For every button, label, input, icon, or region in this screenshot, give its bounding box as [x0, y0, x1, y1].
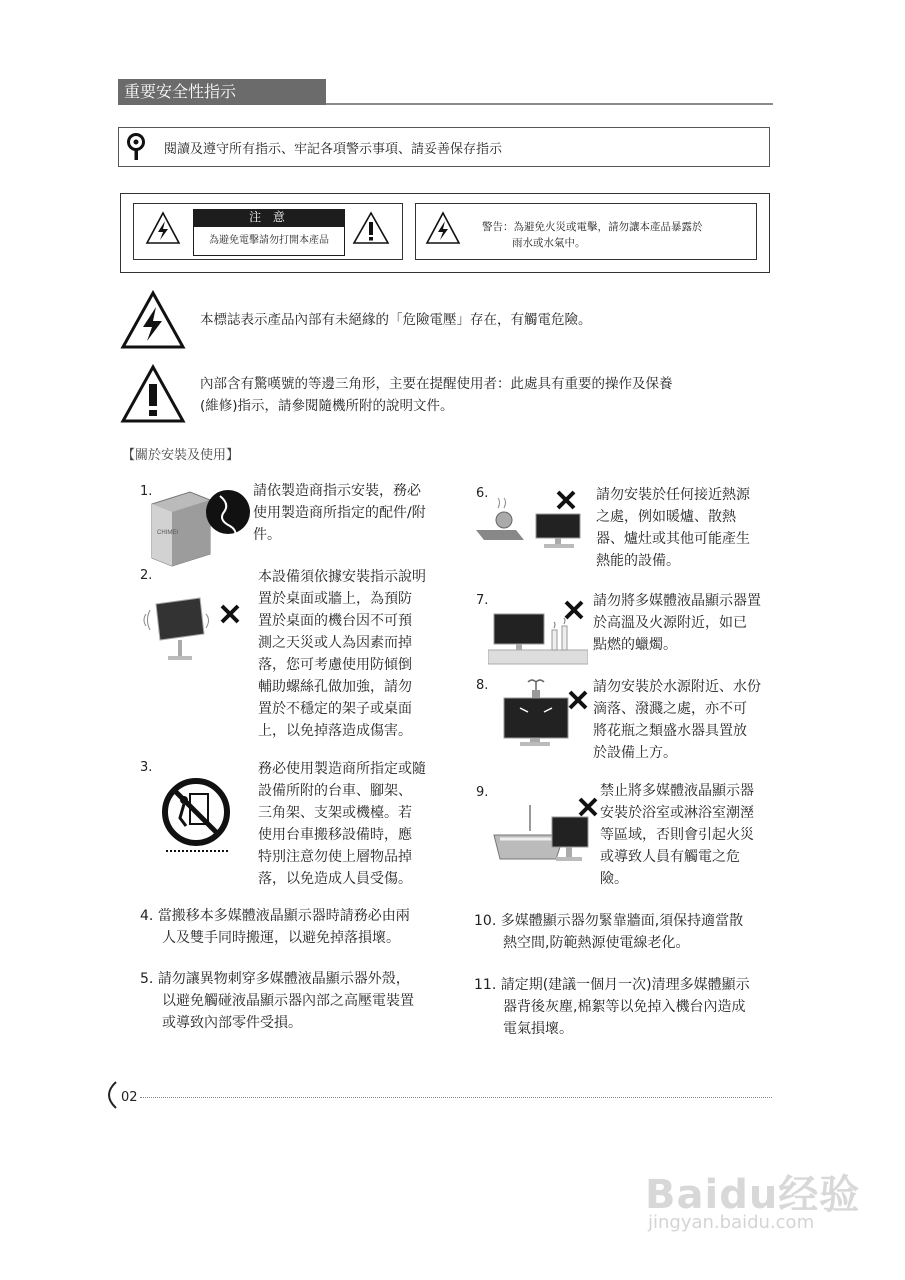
- section-title: 【關於安裝及使用】: [122, 448, 240, 463]
- vase-tv-illustration: [500, 678, 592, 750]
- item-number: 9.: [476, 785, 489, 800]
- warning-text: 警告：為避免火災或電擊，請勿讓本產品暴露於 雨水或水氣中。: [482, 221, 703, 249]
- cart-warning-icon: [160, 776, 236, 856]
- footer-rule: [140, 1097, 772, 1098]
- lightning-triangle-icon: [120, 290, 186, 350]
- caution-title: 注 意: [193, 209, 345, 226]
- item-9-text: 禁止將多媒體液晶顯示器 安裝於浴室或淋浴室潮溼 等區域，否則會引起火災 或導致人員有觸電之危 險。: [600, 783, 754, 887]
- watermark-logo: Baidu经验: [645, 1172, 861, 1218]
- item-number: 6.: [476, 486, 489, 501]
- item-number: 8.: [476, 678, 489, 693]
- lightning-triangle-icon: [145, 211, 181, 245]
- symbol-desc-voltage: 本標誌表示產品內部有未絕緣的「危險電壓」存在，有觸電危險。: [200, 312, 592, 328]
- candle-tv-illustration: [488, 600, 588, 666]
- note-text: 閱讀及遵守所有指示、牢記各項警示事項、請妥善保存指示: [164, 142, 503, 157]
- box-cable-illustration: [150, 486, 250, 568]
- watermark-url: jingyan.baidu.com: [648, 1212, 815, 1233]
- item-5-text: 5. 請勿讓異物刺穿多媒體液晶顯示器外殼， 以避免觸碰液晶顯示器內部之高壓電裝置 或導致內部零件受損。: [140, 971, 414, 1031]
- item-2-text: 本設備須依據安裝指示說明 置於桌面或牆上，為預防 置於桌面的機台因不可預 測之天災或人為因素而掉 落，您可考慮使用防傾倒 輔助螺絲孔做加強，請勿 置於不穩定的架子或桌面 上，以免掉落造成傷害。: [258, 569, 426, 739]
- heater-tv-illustration: [472, 488, 588, 554]
- bathroom-tv-illustration: [490, 795, 602, 869]
- item-number: 1.: [140, 484, 153, 499]
- exclamation-triangle-icon: [120, 364, 186, 424]
- item-8-text: 請勿安裝於水源附近、水份 滴落、潑濺之處，亦不可 將花瓶之類盛水器具置放 於設備上方。: [593, 679, 761, 761]
- item-number: 2.: [140, 568, 153, 583]
- item-number: 3.: [140, 760, 153, 775]
- magnifier-icon: [125, 132, 147, 162]
- page-title: 重要安全性指示: [118, 79, 326, 105]
- item-7-text: 請勿將多媒體液晶顯示器置 於高溫及火源附近，如已 點燃的蠟燭。: [593, 593, 761, 653]
- item-11-text: 11. 請定期(建議一個月一次)清理多媒體顯示 器背後灰塵,棉絮等以免掉入機台內造成 電氣損壞。: [474, 977, 750, 1037]
- item-10-text: 10. 多媒體顯示器勿緊靠牆面,須保持適當散 熱空間,防範熱源使電線老化。: [474, 913, 744, 951]
- item-1-text: 請依製造商指示安裝，務必 使用製造商所指定的配件/附 件。: [253, 483, 426, 543]
- svg-text:CHIMEI: CHIMEI: [157, 530, 178, 536]
- page-bracket: [100, 1080, 120, 1110]
- falling-tv-illustration: [142, 594, 246, 664]
- header-rule: [326, 103, 773, 105]
- item-number: 7.: [476, 593, 489, 608]
- exclamation-triangle-icon: [352, 211, 390, 245]
- item-4-text: 4. 當搬移本多媒體液晶顯示器時請務必由兩 人及雙手同時搬運，以避免掉落損壞。: [140, 908, 410, 946]
- caution-body: 為避免電擊請勿打開本產品: [193, 226, 345, 256]
- lightning-triangle-icon: [425, 211, 461, 245]
- item-3-text: 務必使用製造商所指定或隨 設備所附的台車、腳架、 三角架、支架或機檯。若 使用台車搬移設備時，應 特別注意勿使上層物品掉 落，以免造成人員受傷。: [258, 761, 426, 887]
- page-number: 02: [121, 1090, 138, 1105]
- item-6-text: 請勿安裝於任何接近熱源 之處，例如暖爐、散熱 器、爐灶或其他可能產生 熱能的設備。: [596, 487, 750, 569]
- symbol-desc-important: 內部含有驚嘆號的等邊三角形，主要在提醒使用者：此處具有重要的操作及保養 (維修)指示，請參閱隨機所附的說明文件。: [200, 376, 673, 414]
